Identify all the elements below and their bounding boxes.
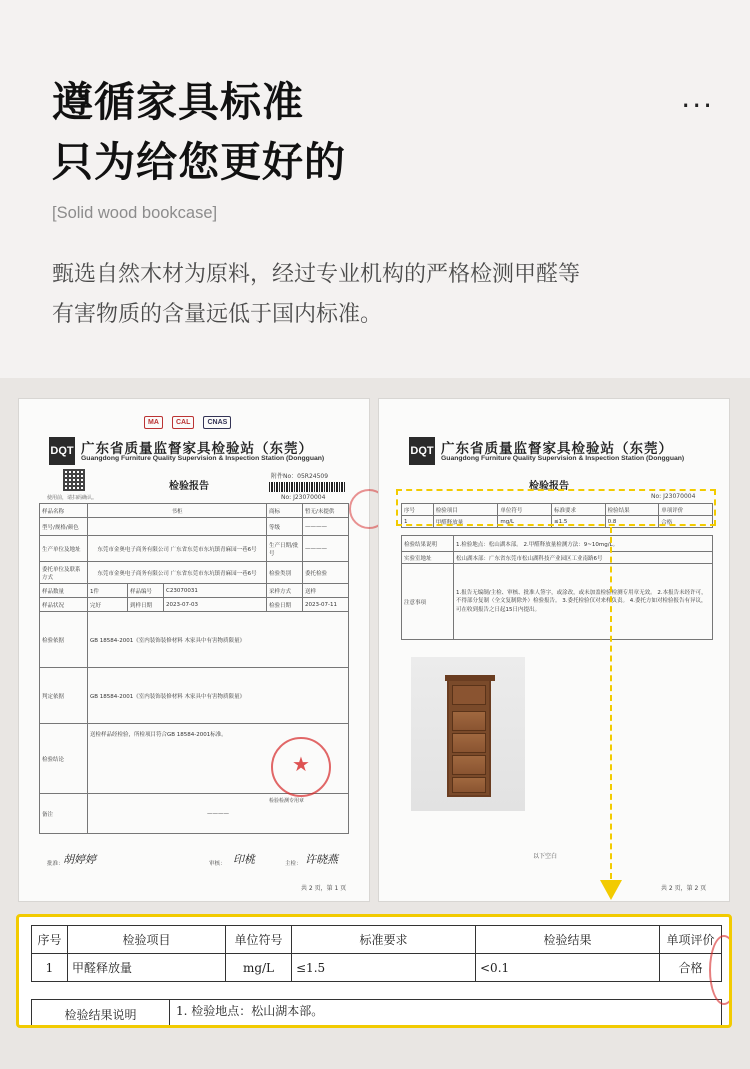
- accreditation-marks: [144, 409, 235, 429]
- zoom-header-cell: 单位符号: [226, 926, 292, 954]
- notes-table-small: [401, 535, 713, 640]
- reviewer-signature: 印桃: [233, 853, 255, 866]
- cnas-mark-icon: CNAS: [203, 416, 231, 429]
- table-cell: C23070031: [164, 584, 267, 598]
- table-cell: 样品数量: [40, 584, 88, 598]
- zoomed-result-table: [31, 925, 722, 982]
- table-cell: 0.8: [605, 516, 659, 528]
- reviewer-label: 审核：: [209, 861, 226, 867]
- org-name-cn: 广东省质量监督家具检验站（东莞）: [81, 441, 313, 457]
- table-header-cell: 标准要求: [552, 504, 606, 516]
- report-title: 检验报告: [529, 481, 569, 492]
- zoom-header-cell: 检验项目: [68, 926, 226, 954]
- table-cell: 检验结论: [40, 724, 88, 794]
- report-number: No: J23070004: [651, 493, 696, 500]
- zoomed-result-panel: [16, 914, 732, 1028]
- main-inspector-label: 主检：: [285, 861, 302, 867]
- table-cell: 1件: [88, 584, 128, 598]
- zoom-note-text: 1. 检验地点：松山湖本部。: [170, 1000, 722, 1029]
- barcode-icon: [269, 482, 345, 492]
- table-cell: 采样方式: [267, 584, 303, 598]
- table-cell: 注意事项: [402, 564, 454, 640]
- report-title: 检验报告: [169, 481, 209, 492]
- page-title-line2: 只为给您更好的: [52, 138, 346, 186]
- table-cell: 实验室地址: [402, 552, 454, 564]
- org-name-en: Guangdong Furniture Quality Supervision & Inspection Station (Dongguan): [441, 455, 685, 462]
- table-cell: 样品名称: [40, 504, 88, 518]
- table-cell: 2023-07-03: [164, 598, 267, 612]
- main-inspector-signature: 许晓燕: [305, 853, 338, 866]
- product-photo: [411, 657, 525, 811]
- table-cell: GB 18584-2001《室内装饰装修材料 木家具中有害物质限量》: [88, 668, 349, 724]
- report-number: No: J23070004: [281, 494, 326, 501]
- arrow-down-icon: [600, 880, 622, 900]
- table-cell: 1.检验地点：松山湖本部。 2.甲醛释放量检测方法：9~10mg/L。: [454, 536, 713, 552]
- english-subtitle: [Solid wood bookcase]: [52, 204, 218, 222]
- table-cell: 生产单位及地址: [40, 536, 88, 562]
- table-header-cell: 检验项目: [433, 504, 498, 516]
- stamp-label: 检验检测专用章: [269, 798, 305, 804]
- qr-code-icon: [63, 469, 85, 491]
- table-cell: 甲醛释放量: [433, 516, 498, 528]
- zoom-header-cell: 检验结果: [476, 926, 660, 954]
- zoom-header-cell: 单项评价: [660, 926, 722, 954]
- page-number: 共 2 页，第 2 页: [661, 885, 707, 892]
- zoom-cell: <0.1: [476, 954, 660, 982]
- table-cell: 暂无/未提供: [303, 504, 349, 518]
- table-cell: ————: [303, 536, 349, 562]
- partial-stamp-icon: [709, 935, 732, 1005]
- report-header: [409, 437, 717, 471]
- table-header-cell: 单位符号: [498, 504, 552, 516]
- table-cell: 检验日期: [267, 598, 303, 612]
- zoom-note-label: 检验结果说明: [32, 1000, 170, 1029]
- zoom-header-cell: 序号: [32, 926, 68, 954]
- zoomed-note-table: [31, 999, 722, 1028]
- table-header-cell: 单项评价: [659, 504, 713, 516]
- table-cell: 检验类别: [267, 562, 303, 584]
- table-cell: 到样日期: [128, 598, 164, 612]
- table-header-cell: 序号: [402, 504, 434, 516]
- table-cell: [88, 518, 267, 536]
- table-cell: 等级: [267, 518, 303, 536]
- table-cell: 生产日期/批号: [267, 536, 303, 562]
- inspection-stamp-icon: [271, 737, 331, 797]
- description-line2: 有害物质的含量远低于国内标准。: [52, 302, 383, 327]
- table-cell: 检验结果说明: [402, 536, 454, 552]
- org-name-en: Guangdong Furniture Quality Supervision & Inspection Station (Dongguan): [81, 455, 325, 462]
- table-cell: 型号/规格/颜色: [40, 518, 88, 536]
- photo-caption: 以下空白: [533, 853, 558, 860]
- zoom-cell: ≤1.5: [292, 954, 476, 982]
- highlight-box: [396, 489, 716, 526]
- table-cell: 2023-07-11: [303, 598, 349, 612]
- approver-label: 批准：: [47, 861, 64, 867]
- dqt-logo-icon: DQT: [49, 437, 75, 465]
- approver-signature: 胡婷婷: [63, 853, 96, 866]
- zoom-header-cell: 标准要求: [292, 926, 476, 954]
- table-cell: 东莞市金奥电子商务有限公司 广东省东莞市东坑镇青麻园一巷6号: [88, 536, 267, 562]
- zoom-cell: 合格: [660, 954, 722, 982]
- highlight-connector: [610, 527, 612, 879]
- table-cell: 检验依据: [40, 612, 88, 668]
- table-cell: 委托检验: [303, 562, 349, 584]
- table-cell: 松山湖本部：广东省东莞市松山湖科技产业园区工业南路6号: [454, 552, 713, 564]
- page-number: 共 2 页，第 1 页: [301, 885, 347, 892]
- table-cell: 完好: [88, 598, 128, 612]
- table-cell: GB 18584-2001《室内装饰装修材料 木家具中有害物质限量》: [88, 612, 349, 668]
- dqt-logo-icon: DQT: [409, 437, 435, 465]
- table-cell: 书柜: [88, 504, 267, 518]
- stamp-star-icon: ★: [292, 752, 310, 776]
- description-line1: 甄选自然木材为原料，经过专业机构的严格检测甲醛等: [52, 262, 581, 287]
- zoom-cell: mg/L: [226, 954, 292, 982]
- table-cell: ≤1.5: [552, 516, 606, 528]
- table-cell: 备注: [40, 794, 88, 834]
- table-cell: 送检样品经检验，所检项目符合GB 18584-2001标准。: [88, 724, 349, 794]
- table-cell: 1: [402, 516, 434, 528]
- cal-mark-icon: CAL: [172, 416, 194, 429]
- table-cell: 委托单位及联系方式: [40, 562, 88, 584]
- report-page-2: [378, 398, 730, 902]
- table-cell: 样品状况: [40, 598, 88, 612]
- table-header-cell: 检验结果: [605, 504, 659, 516]
- table-cell: 样品编号: [128, 584, 164, 598]
- zoom-cell: 甲醛释放量: [68, 954, 226, 982]
- zoom-cell: 1: [32, 954, 68, 982]
- table-cell: 判定依据: [40, 668, 88, 724]
- table-cell: 送样: [303, 584, 349, 598]
- more-options-button[interactable]: ...: [681, 81, 714, 114]
- table-cell: 东莞市金奥电子商务有限公司 广东省东莞市东坑镇青麻园一巷6号: [88, 562, 267, 584]
- table-cell: 1.报告无编制/主检、审核、批准人签字，或涂改，或未加盖检验检测专用章无效。 2.本报告未经许可，不得部分复制（全文复制除外）检验报告。 3.委托检验仅对来样负责。 4.委托方如对检验报告有异议，可在收到报告之日起15日内提出。: [454, 564, 713, 640]
- report-page-1: [18, 398, 370, 902]
- bookcase-image-icon: [447, 679, 491, 797]
- table-cell: 商标: [267, 504, 303, 518]
- org-name-cn: 广东省质量监督家具检验站（东莞）: [441, 441, 673, 457]
- scan-note: 使用前，请扫码确认。: [47, 495, 98, 501]
- report-header: [49, 437, 357, 471]
- hero-section: [0, 0, 750, 378]
- table-cell: ————: [88, 794, 349, 834]
- table-cell: ————: [303, 518, 349, 536]
- ma-mark-icon: MA: [144, 416, 163, 429]
- copy-number: 附件No：05R24509: [271, 473, 329, 480]
- page-title-line1: 遵循家具标准: [52, 78, 304, 126]
- table-cell: mg/L: [498, 516, 552, 528]
- table-cell: 合格: [659, 516, 713, 528]
